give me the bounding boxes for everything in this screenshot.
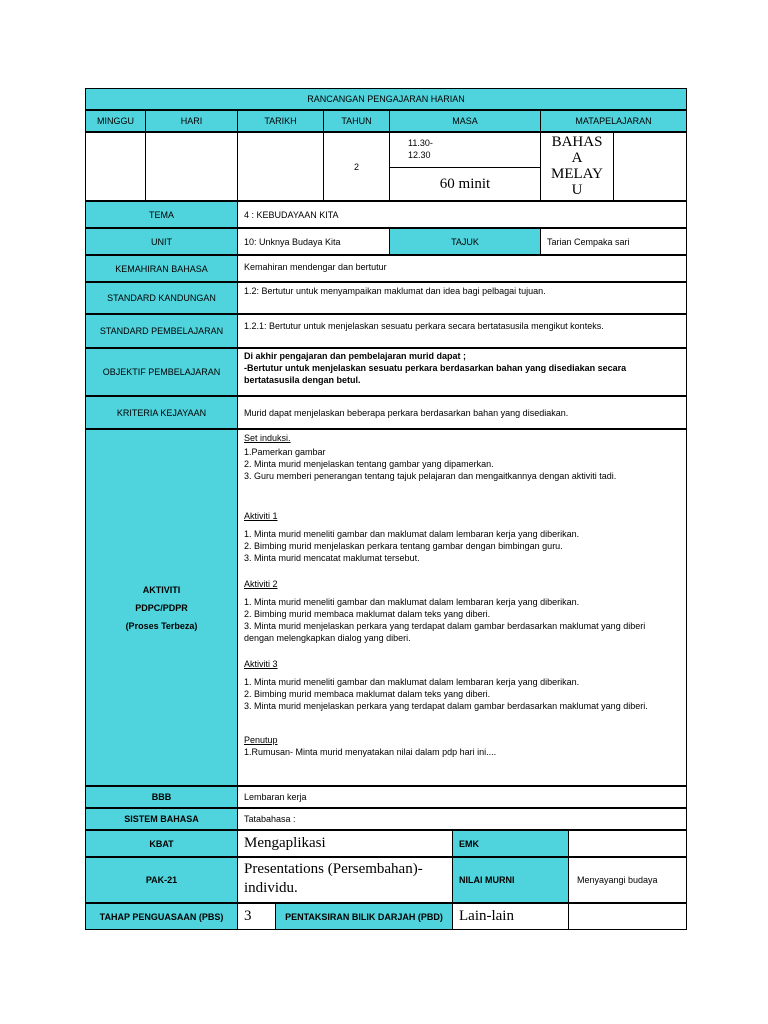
nilai-murni-value: Menyayangi budaya — [568, 857, 687, 903]
objektif-line-1: Di akhir pengajaran dan pembelajaran murid dapat ; — [244, 351, 467, 361]
tarikh-value — [237, 132, 324, 201]
aktiviti1-line-1: 1. Minta murid meneliti gambar dan maklumat dalam lembaran kerja yang diberikan. — [244, 529, 580, 539]
title-row — [85, 88, 687, 110]
nilai-murni-label: NILAI MURNI — [452, 857, 569, 903]
aktiviti-row — [85, 429, 687, 786]
aktiviti-label-2: PDPC/PDPR — [135, 602, 188, 613]
aktiviti-label-1: AKTIVITI — [142, 584, 181, 595]
kriteria-label: KRITERIA KEJAYAAN — [85, 396, 238, 429]
bbb-value: Lembaran kerja — [237, 786, 687, 808]
masa-duration: 60 minit — [389, 167, 541, 201]
tema-row — [85, 201, 687, 228]
col-tarikh: TARIKH — [237, 110, 324, 132]
kbat-label: KBAT — [85, 830, 238, 857]
standard-kandungan-row — [85, 282, 687, 314]
tajuk-value: Tarian Cempaka sari — [540, 228, 687, 255]
standard-kandungan-value: 1.2: Bertutur untuk menyampaikan maklumat dan idea bagi pelbagai tujuan. — [237, 282, 687, 314]
set-induksi-line-3: 3. Guru memberi penerangan tentang tajuk pelajaran dan mengaitkannya dengan aktiviti tadi. — [244, 471, 617, 481]
pbs-row — [85, 903, 687, 930]
unit-label: UNIT — [85, 228, 238, 255]
aktiviti3-title: Aktiviti 3 — [244, 659, 278, 669]
aktiviti3-line-2: 2. Bimbing murid membaca maklumat dalam teks yang diberi. — [244, 689, 491, 699]
objektif-row — [85, 348, 687, 396]
sistem-bahasa-row — [85, 808, 687, 830]
col-hari: HARI — [145, 110, 238, 132]
pbs-label: TAHAP PENGUASAAN (PBS) — [85, 903, 238, 930]
standard-pembelajaran-value: 1.2.1: Bertutur untuk menjelaskan sesuatu perkara secara bertatasusila mengikut konteks. — [237, 314, 687, 348]
penutup-title: Penutup — [244, 735, 278, 745]
bbb-label: BBB — [85, 786, 238, 808]
standard-kandungan-label: STANDARD KANDUNGAN — [85, 282, 238, 314]
pak21-label: PAK-21 — [85, 857, 238, 903]
kriteria-value: Murid dapat menjelaskan beberapa perkara berdasarkan bahan yang disediakan. — [237, 396, 687, 429]
emk-value — [568, 830, 687, 857]
masa-time-line-1: 11.30- — [408, 138, 433, 148]
aktiviti2-line-3: 3. Minta murid menjelaskan perkara yang terdapat dalam gambar berdasarkan maklumat yang diberi — [244, 621, 646, 631]
subject-line-4: U — [571, 182, 583, 198]
column-header-row — [85, 110, 687, 132]
aktiviti1-title: Aktiviti 1 — [244, 511, 278, 521]
aktiviti-label — [85, 429, 238, 786]
masa-time — [389, 132, 541, 168]
unit-value: 10: Unknya Budaya Kita — [237, 228, 390, 255]
minggu-value — [85, 132, 146, 201]
col-tahun: TAHUN — [323, 110, 390, 132]
tema-value: 4 : KEBUDAYAAN KITA — [237, 201, 687, 228]
objektif-value — [237, 348, 687, 396]
aktiviti2-line-4: dengan melengkapkan dialog yang diberi. — [244, 633, 411, 643]
hari-value — [145, 132, 238, 201]
penutup-line-1: 1.Rumusan- Minta murid menyatakan nilai dalam pdp hari ini.... — [244, 747, 497, 757]
sistem-bahasa-label: SISTEM BAHASA — [85, 808, 238, 830]
objektif-label: OBJEKTIF PEMBELAJARAN — [85, 348, 238, 396]
kbat-row — [85, 830, 687, 857]
tajuk-label: TAJUK — [389, 228, 541, 255]
objektif-line-2: -Bertutur untuk menjelaskan sesuatu perkara berdasarkan bahan yang disediakan secara — [244, 363, 627, 373]
set-induksi-line-1: 1.Pamerkan gambar — [244, 447, 326, 457]
kemahiran-value: Kemahiran mendengar dan bertutur — [237, 255, 687, 282]
aktiviti3-line-3: 3. Minta murid menjelaskan perkara yang terdapat dalam gambar berdasarkan maklumat yang diberi. — [244, 701, 648, 711]
pbd-value: Lain-lain — [452, 903, 569, 930]
aktiviti2-line-2: 2. Bimbing murid membaca maklumat dalam teks yang diberi. — [244, 609, 491, 619]
aktiviti1-line-2: 2. Bimbing murid menjelaskan perkara tentang gambar dengan bimbingan guru. — [244, 541, 563, 551]
standard-pembelajaran-row — [85, 314, 687, 348]
lesson-plan-table — [85, 88, 687, 930]
unit-row — [85, 228, 687, 255]
tema-label: TEMA — [85, 201, 238, 228]
col-matapelajaran: MATAPELAJARAN — [540, 110, 687, 132]
pak21-row — [85, 857, 687, 903]
kemahiran-label: KEMAHIRAN BAHASA — [85, 255, 238, 282]
pak21-value-line-2: individu. — [244, 880, 298, 896]
col-masa: MASA — [389, 110, 541, 132]
objektif-line-3: bertatasusila dengan betul. — [244, 375, 361, 385]
aktiviti2-line-1: 1. Minta murid meneliti gambar dan maklumat dalam lembaran kerja yang diberikan. — [244, 597, 580, 607]
aktiviti-label-3: (Proses Terbeza) — [125, 620, 198, 631]
kriteria-row — [85, 396, 687, 429]
set-induksi-line-2: 2. Minta murid menjelaskan tentang gambar yang dipamerkan. — [244, 459, 494, 469]
pbd-label: PENTAKSIRAN BILIK DARJAH (PBD) — [275, 903, 453, 930]
aktiviti-content — [237, 429, 687, 786]
col-minggu: MINGGU — [85, 110, 146, 132]
tahun-text: 2 — [353, 161, 359, 172]
sistem-bahasa-value: Tatabahasa : — [237, 808, 687, 830]
pak21-value-line-1: Presentations (Persembahan)- — [244, 861, 423, 877]
kbat-value: Mengaplikasi — [237, 830, 453, 857]
pbd-extra-value — [568, 903, 687, 930]
aktiviti1-line-3: 3. Minta murid mencatat maklumat tersebut. — [244, 553, 420, 563]
emk-label: EMK — [452, 830, 569, 857]
table-title: RANCANGAN PENGAJARAN HARIAN — [85, 88, 687, 110]
pbs-value: 3 — [237, 903, 276, 930]
kemahiran-row — [85, 255, 687, 282]
set-induksi-title: Set induksi. — [244, 433, 291, 443]
info-row — [85, 132, 687, 201]
aktiviti3-line-1: 1. Minta murid meneliti gambar dan maklumat dalam lembaran kerja yang diberikan. — [244, 677, 580, 687]
aktiviti2-title: Aktiviti 2 — [244, 579, 278, 589]
subject-value — [540, 132, 614, 201]
standard-pembelajaran-label: STANDARD PEMBELAJARAN — [85, 314, 238, 348]
tahun-value — [323, 132, 390, 201]
bbb-row — [85, 786, 687, 808]
pak21-value — [237, 857, 453, 903]
subject-blank — [613, 132, 687, 201]
subject-line-2: A — [571, 150, 583, 166]
masa-time-line-2: 12.30 — [408, 150, 431, 160]
subject-line-3: MELAY — [551, 166, 603, 182]
subject-line-1: BAHAS — [551, 134, 603, 150]
